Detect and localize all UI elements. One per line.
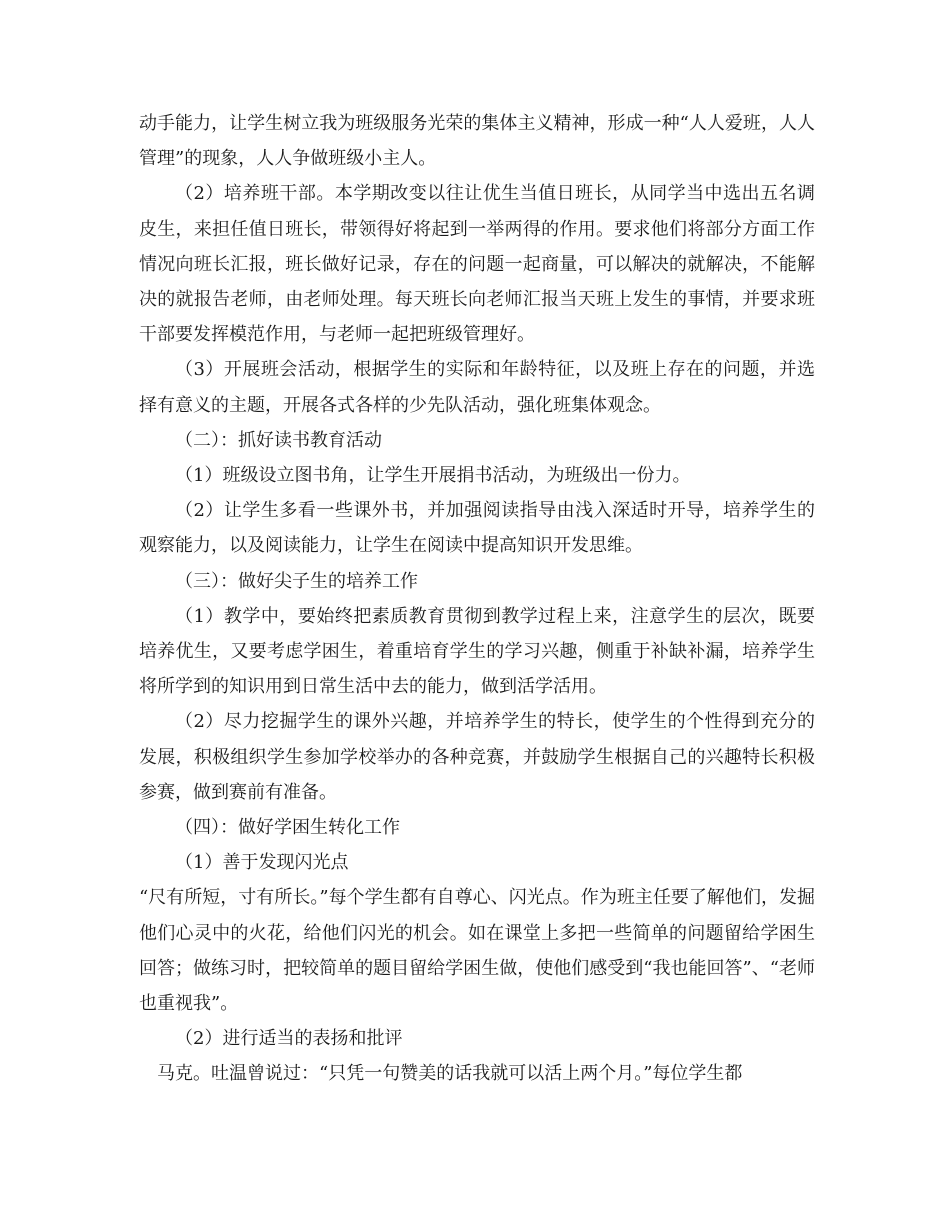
paragraph: （1）班级设立图书角，让学生开展捐书活动，为班级出一份力。 <box>175 465 691 487</box>
paragraph: （2）培养班干部。本学期改变以往让优生当值日班长，从同学当中选出五名调皮生，来担任值日班长，带领得好将起到一举两得的作用。要求他们将部分方面工作情况向班长汇报，班长做好记录，存在的问题一起商量，可以解决的就解决，不能解决的就报告老师，由老师处理。每天班长向老师汇报当天班上发生的事情，并要求班干部要发挥模范作用，与老师一起把班级管理好。 <box>139 183 815 346</box>
section-heading: （四）：做好学困生转化工作 <box>175 817 400 839</box>
paragraph: （3）开展班会活动，根据学生的实际和年龄特征，以及班上存在的问题，并选择有意义的主题，开展各式各样的少先队活动，强化班集体观念。 <box>139 359 815 416</box>
paragraph: 马克。吐温曾说过：“只凭一句赞美的话我就可以活上两个月。”每位学生都 <box>157 1063 743 1085</box>
paragraph: （1）教学中，要始终把素质教育贯彻到教学过程上来，注意学生的层次，既要培养优生，又要考虑学困生，着重培育学生的学习兴趣，侧重于补缺补漏，培养学生将所学到的知识用到日常生活中去的能力，做到活学活用。 <box>139 605 815 698</box>
paragraph: “尺有所短，寸有所长。”每个学生都有自尊心、闪光点。作为班主任要了解他们，发掘他们心灵中的火花，给他们闪光的机会。如在课堂上多把一些简单的问题留给学困生回答；做练习时，把较简单的题目留给学困生做，使他们感受到“我也能回答”、“老师也重视我”。 <box>139 887 815 1015</box>
paragraph: （2）让学生多看一些课外书，并加强阅读指导由浅入深适时开导，培养学生的观察能力，以及阅读能力，让学生在阅读中提高知识开发思维。 <box>139 500 815 557</box>
subsection-heading: （1）善于发现闪光点 <box>175 852 349 874</box>
subsection-heading: （2）进行适当的表扬和批评 <box>175 1028 403 1050</box>
section-heading: （三）：做好尖子生的培养工作 <box>175 570 418 592</box>
section-heading: （二）：抓好读书教育活动 <box>175 429 382 451</box>
paragraph: （2）尽力挖掘学生的课外兴趣，并培养学生的特长，使学生的个性得到充分的发展，积极组织学生参加学校举办的各种竞赛，并鼓励学生根据自己的兴趣特长积极参赛，做到赛前有准备。 <box>139 711 815 803</box>
document-body <box>139 106 815 1092</box>
paragraph: 动手能力，让学生树立我为班级服务光荣的集体主义精神，形成一种“人人爱班，人人管理”的现象，人人争做班级小主人。 <box>139 113 815 170</box>
